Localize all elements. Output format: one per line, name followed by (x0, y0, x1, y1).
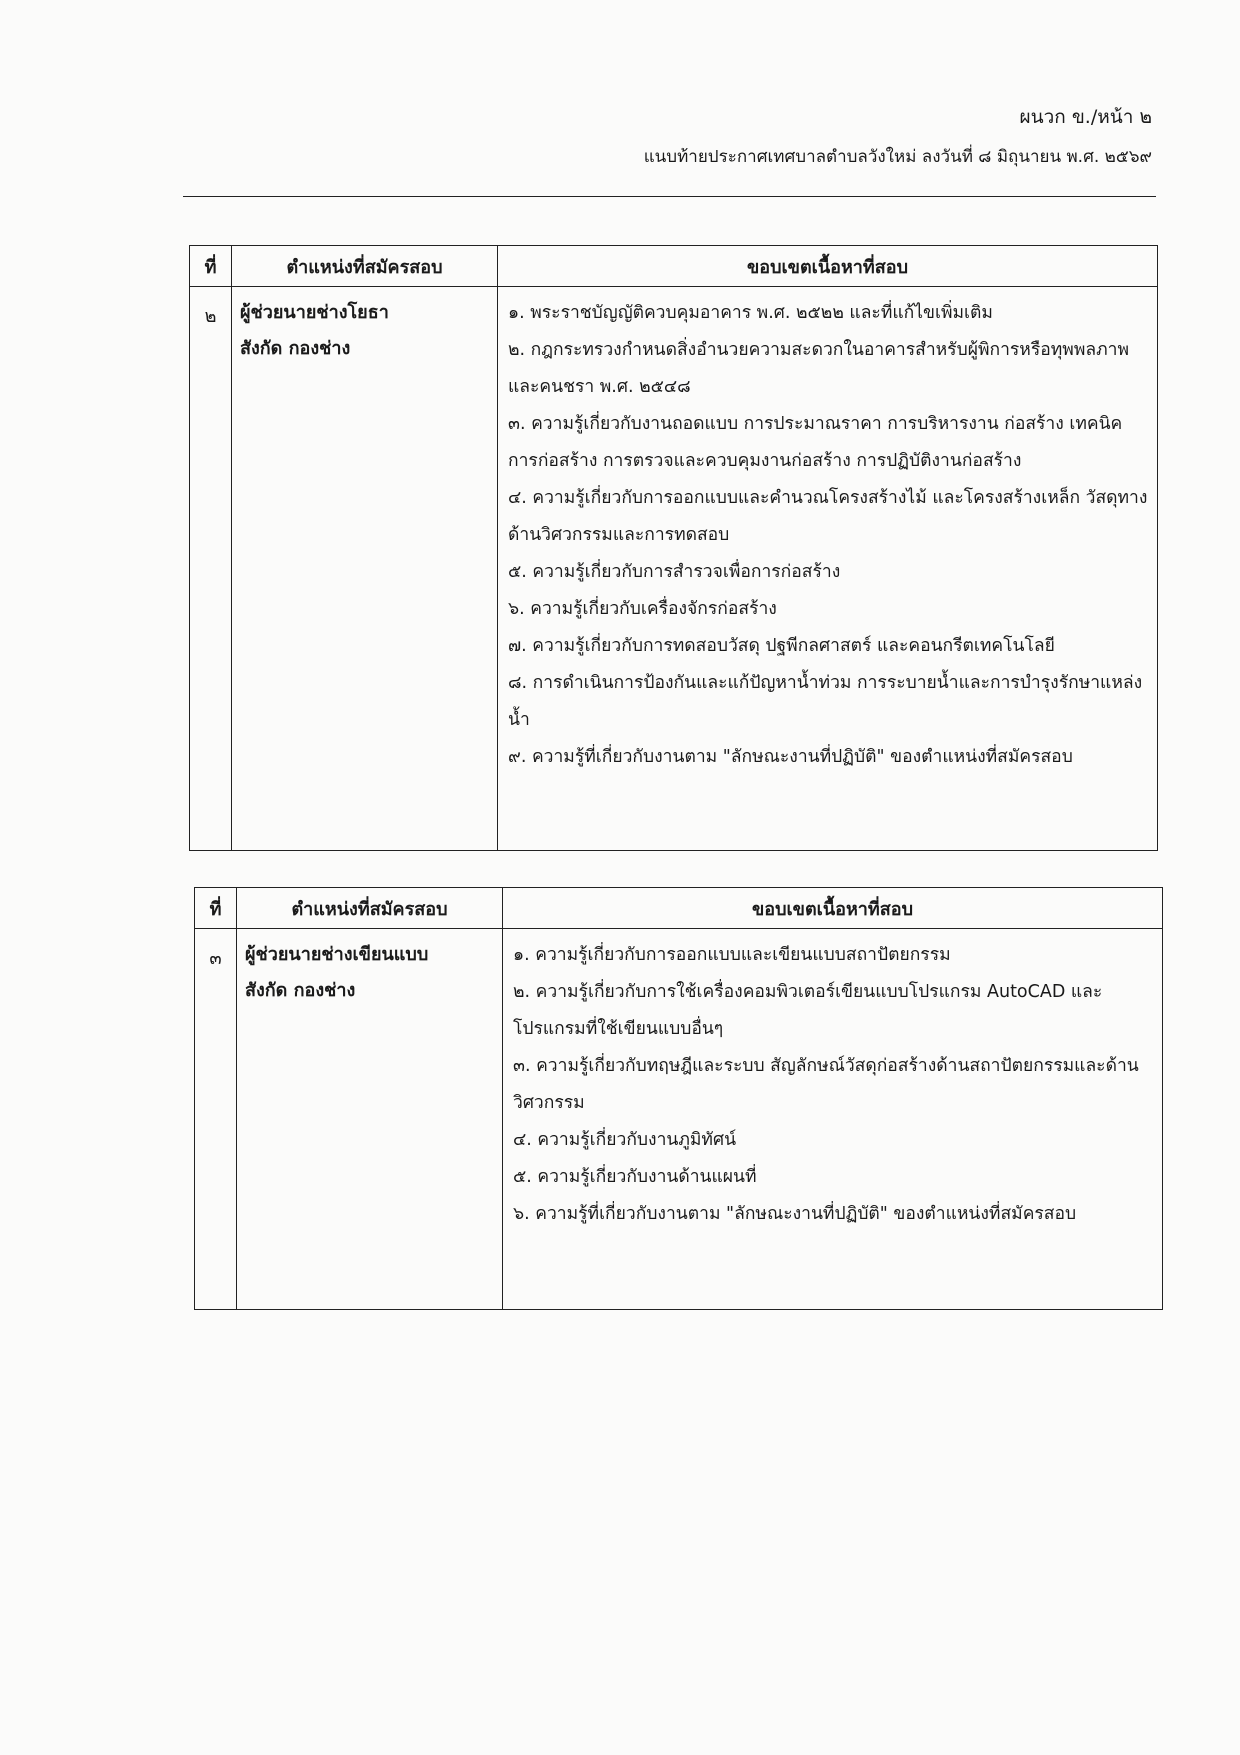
position-department: สังกัด กองช่าง (240, 338, 351, 359)
row-number: ๓ (195, 929, 237, 1310)
annex-label: ผนวก ข./หน้า ๒ (1019, 106, 1152, 128)
table-row (190, 287, 1158, 851)
table-header-row (190, 246, 1158, 287)
scope-item: ๗. ความรู้เกี่ยวกับการทดสอบวัสดุ ปฐพีกลศาสตร์ และคอนกรีตเทคโนโลยี (508, 636, 1055, 656)
position-title: ผู้ช่วยนายช่างโยธา (240, 302, 389, 323)
announcement-reference: แนบท้ายประกาศเทศบาลตำบลวังใหม่ ลงวันที่ ๘ มิถุนายน พ.ศ. ๒๕๖๙ (643, 147, 1152, 167)
scope-item: ๓. ความรู้เกี่ยวกับทฤษฎีและระบบ สัญลักษณ์วัสดุก่อสร้างด้านสถาปัตยกรรมและด้านวิศวกรรม (513, 1056, 1139, 1113)
scope-item: ๖. ความรู้ที่เกี่ยวกับงานตาม "ลักษณะงานที่ปฏิบัติ" ของตำแหน่งที่สมัครสอบ (513, 1204, 1077, 1224)
position-title: ผู้ช่วยนายช่างเขียนแบบ (245, 944, 429, 965)
exam-scope-table-civil-technician (189, 245, 1158, 851)
column-header-position: ตำแหน่งที่สมัครสอบ (232, 246, 498, 287)
scope-item: ๓. ความรู้เกี่ยวกับงานถอดแบบ การประมาณราคา การบริหารงาน ก่อสร้าง เทคนิคการก่อสร้าง การตรวจและควบคุมงานก่อสร้าง การปฏิบัติงานก่อสร้าง (508, 414, 1123, 471)
table-header-row (195, 888, 1163, 929)
scope-item: ๕. ความรู้เกี่ยวกับการสำรวจเพื่อการก่อสร้าง (508, 562, 841, 582)
scope-item: ๑. ความรู้เกี่ยวกับการออกแบบและเขียนแบบสถาปัตยกรรม (513, 945, 951, 965)
scope-item: ๔. ความรู้เกี่ยวกับงานภูมิทัศน์ (513, 1130, 737, 1150)
scope-item: ๑. พระราชบัญญัติควบคุมอาคาร พ.ศ. ๒๕๒๒ และที่แก้ไขเพิ่มเติม (508, 303, 993, 323)
position-cell (237, 929, 503, 1310)
scope-item: ๕. ความรู้เกี่ยวกับงานด้านแผนที่ (513, 1167, 757, 1187)
scope-item: ๖. ความรู้เกี่ยวกับเครื่องจักรก่อสร้าง (508, 599, 777, 619)
position-cell (232, 287, 498, 851)
scope-item: ๒. กฎกระทรวงกำหนดสิ่งอำนวยความสะดวกในอาคารสำหรับผู้พิการหรือทุพพลภาพและคนชรา พ.ศ. ๒๕๔๘ (508, 340, 1129, 397)
column-header-position: ตำแหน่งที่สมัครสอบ (237, 888, 503, 929)
row-number: ๒ (190, 287, 232, 851)
scope-cell (498, 287, 1158, 851)
page-header (644, 102, 1152, 172)
scope-item: ๒. ความรู้เกี่ยวกับการใช้เครื่องคอมพิวเตอร์เขียนแบบโปรแกรม AutoCAD และโปรแกรมที่ใช้เขียนแบบอื่นๆ (513, 982, 1103, 1039)
column-header-scope: ขอบเขตเนื้อหาที่สอบ (498, 246, 1158, 287)
column-header-no: ที่ (195, 888, 237, 929)
scope-item: ๔. ความรู้เกี่ยวกับการออกแบบและคำนวณโครงสร้างไม้ และโครงสร้างเหล็ก วัสดุทางด้านวิศวกรรมและการทดสอบ (508, 488, 1148, 545)
table-row (195, 929, 1163, 1310)
position-department: สังกัด กองช่าง (245, 980, 356, 1001)
scope-item: ๘. การดำเนินการป้องกันและแก้ปัญหาน้ำท่วม การระบายน้ำและการบำรุงรักษาแหล่งน้ำ (508, 673, 1143, 730)
scope-cell (503, 929, 1163, 1310)
exam-scope-table-drafting-technician (194, 887, 1163, 1310)
column-header-no: ที่ (190, 246, 232, 287)
column-header-scope: ขอบเขตเนื้อหาที่สอบ (503, 888, 1163, 929)
scope-item: ๙. ความรู้ที่เกี่ยวกับงานตาม "ลักษณะงานที่ปฏิบัติ" ของตำแหน่งที่สมัครสอบ (508, 747, 1073, 767)
header-divider (183, 196, 1156, 197)
